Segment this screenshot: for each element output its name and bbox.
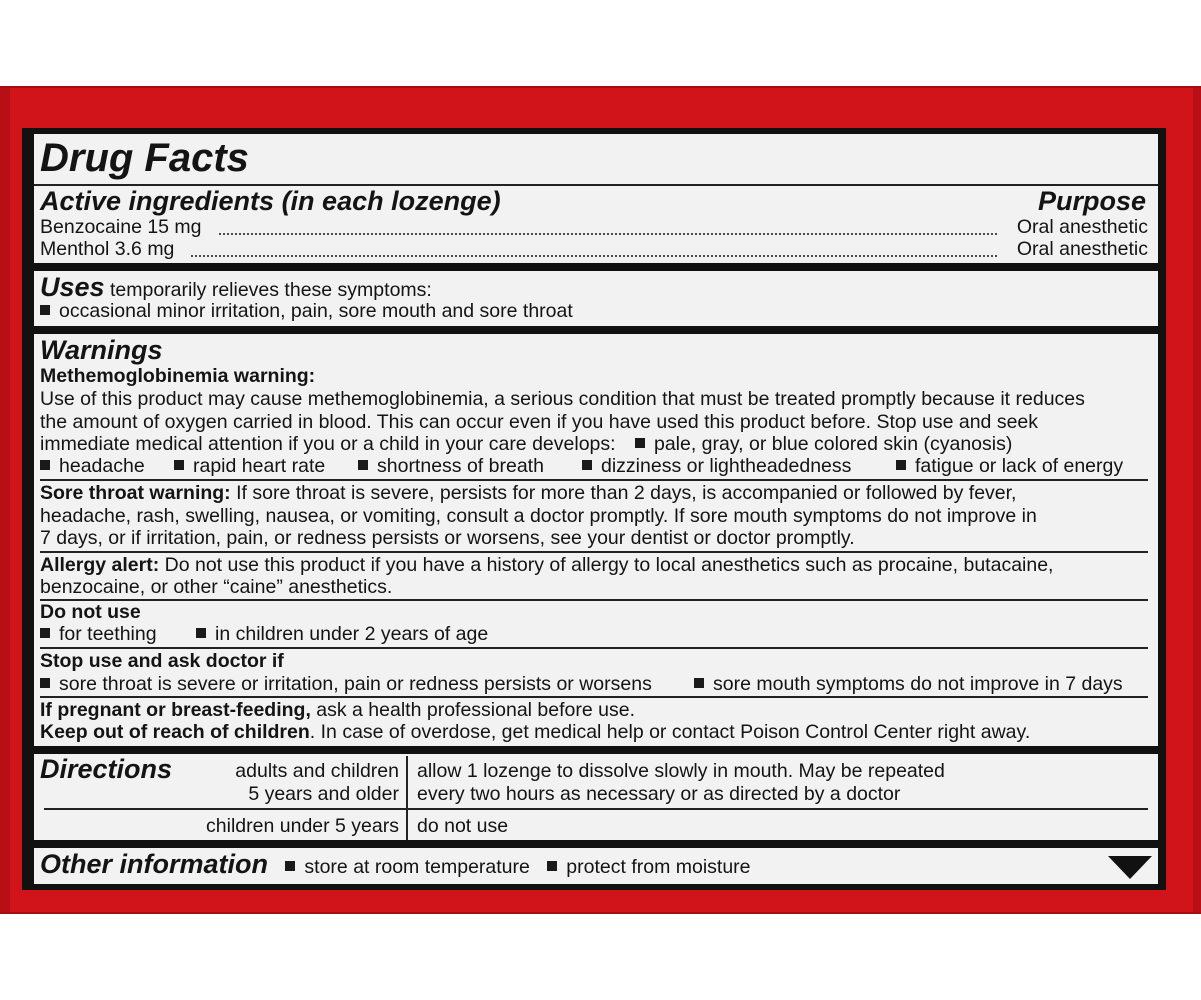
section-divider [34, 326, 1158, 334]
meth-warning-text: immediate medical attention if you or a child in your care develops: [40, 433, 616, 455]
other-info-line [40, 848, 751, 883]
uses-heading: Uses [40, 272, 105, 302]
keep-out-warning [40, 721, 1030, 744]
bullet-icon [40, 305, 50, 315]
directions-heading: Directions [40, 754, 173, 784]
meth-warning-title: Methemoglobinemia warning: [40, 365, 316, 387]
continue-arrow-icon [1108, 856, 1152, 879]
meth-warning-line: Use of this product may cause methemoglobinemia, a serious condition that must be treated promptly because it reduces [40, 388, 1085, 410]
warnings-heading: Warnings [40, 335, 163, 365]
bullet-icon [635, 438, 645, 448]
allergy-text: Do not use this product if you have a history of allergy to local anesthetics such as procaine, butacaine, [159, 554, 1054, 576]
bullet-icon [196, 628, 206, 638]
warning-rule [40, 647, 1148, 649]
ingredient-row [40, 216, 1148, 239]
drug-facts-title: Drug Facts [40, 136, 249, 180]
section-divider [34, 746, 1158, 754]
directions-what [417, 760, 945, 805]
sore-throat-line: 7 days, or if irritation, pain, or redness persists or worsens, see your dentist or doctor promptly. [40, 527, 855, 549]
symptom-text: fatigue or lack of energy [915, 455, 1124, 477]
sore-throat-warning [40, 482, 1016, 505]
stop-use-title: Stop use and ask doctor if [40, 650, 284, 672]
ingredient-row [40, 238, 1148, 261]
warning-rule [40, 696, 1148, 698]
sore-throat-text: If sore throat is severe, persists for more than 2 days, is accompanied or followed by fever, [230, 482, 1017, 504]
keep-out-title: Keep out of reach of children [40, 721, 310, 743]
leader-dots [218, 233, 998, 235]
active-ingredients-heading: Active ingredients (in each lozenge) [40, 186, 501, 216]
uses-item-text: occasional minor irritation, pain, sore mouth and sore throat [59, 300, 573, 322]
other-info-heading: Other information [40, 849, 268, 879]
meth-warning-line: the amount of oxygen carried in blood. This can occur even if you have used this product before. Stop use and seek [40, 411, 1039, 433]
sore-throat-title: Sore throat warning: [40, 482, 231, 504]
symptom-text: rapid heart rate [193, 455, 326, 477]
directions-who-child: children under 5 years [206, 815, 399, 837]
section-divider [34, 263, 1158, 271]
directions-what-line: every two hours as necessary or as directed by a doctor [417, 782, 901, 805]
bullet-icon [358, 460, 368, 470]
symptom-text: pale, gray, or blue colored skin (cyanosis) [653, 433, 1013, 455]
bullet-icon [174, 460, 184, 470]
directions-what-line: allow 1 lozenge to dissolve slowly in mouth. May be repeated [417, 760, 945, 782]
ingredient-name: Menthol 3.6 mg [40, 238, 175, 260]
uses-item [40, 300, 573, 323]
bullet-icon [547, 861, 557, 871]
do-not-use-item: in children under 2 years of age [215, 623, 489, 645]
allergy-line: benzocaine, or other “caine” anesthetics. [40, 576, 393, 598]
do-not-use-item: for teething [59, 623, 157, 645]
symptom-text: headache [59, 455, 145, 477]
warning-rule [40, 479, 1148, 481]
directions-what-child: do not use [417, 815, 509, 837]
package-left-edge [0, 88, 10, 912]
uses-intro: temporarily relieves these symptoms: [104, 279, 432, 301]
ingredient-purpose: Oral anesthetic [1016, 238, 1148, 260]
stop-use-item: sore throat is severe or irritation, pain or redness persists or worsens [59, 673, 652, 695]
do-not-use-title: Do not use [40, 601, 141, 623]
sore-throat-line: headache, rash, swelling, nausea, or vomiting, consult a doctor promptly. If sore mouth symptoms do not improve in [40, 505, 1037, 527]
symptom-text: shortness of breath [377, 455, 544, 477]
package-right-edge [1193, 88, 1201, 912]
bullet-icon [582, 460, 592, 470]
bullet-icon [40, 678, 50, 688]
purpose-heading: Purpose [1037, 186, 1146, 216]
allergy-title: Allergy alert: [40, 554, 160, 576]
bullet-icon [896, 460, 906, 470]
allergy-alert [40, 554, 1053, 577]
leader-dots [190, 255, 998, 257]
other-info-item: store at room temperature [304, 856, 530, 878]
stop-use-item: sore mouth symptoms do not improve in 7 days [713, 673, 1123, 695]
pregnancy-warning [40, 699, 635, 722]
pregnancy-title: If pregnant or breast-feeding, [40, 699, 311, 721]
warning-rule [40, 599, 1148, 601]
directions-column-divider [406, 756, 408, 840]
keep-out-text: . In case of overdose, get medical help or contact Poison Control Center right away. [309, 721, 1031, 743]
directions-row-rule [44, 808, 1148, 810]
directions-who [200, 760, 399, 805]
directions-who-line: 5 years and older [248, 782, 399, 805]
other-info-item: protect from moisture [566, 856, 751, 878]
bullet-icon [40, 628, 50, 638]
bullet-icon [40, 460, 50, 470]
bullet-icon [285, 861, 295, 871]
bullet-icon [694, 678, 704, 688]
warning-rule [40, 551, 1148, 553]
pregnancy-text: ask a health professional before use. [310, 699, 635, 721]
ingredient-name: Benzocaine 15 mg [40, 216, 202, 238]
symptom-text: dizziness or lightheadedness [601, 455, 852, 477]
section-divider [34, 840, 1158, 848]
meth-warning-line [40, 433, 1012, 456]
ingredient-purpose: Oral anesthetic [1016, 216, 1148, 238]
directions-who-line: adults and children [235, 760, 399, 782]
